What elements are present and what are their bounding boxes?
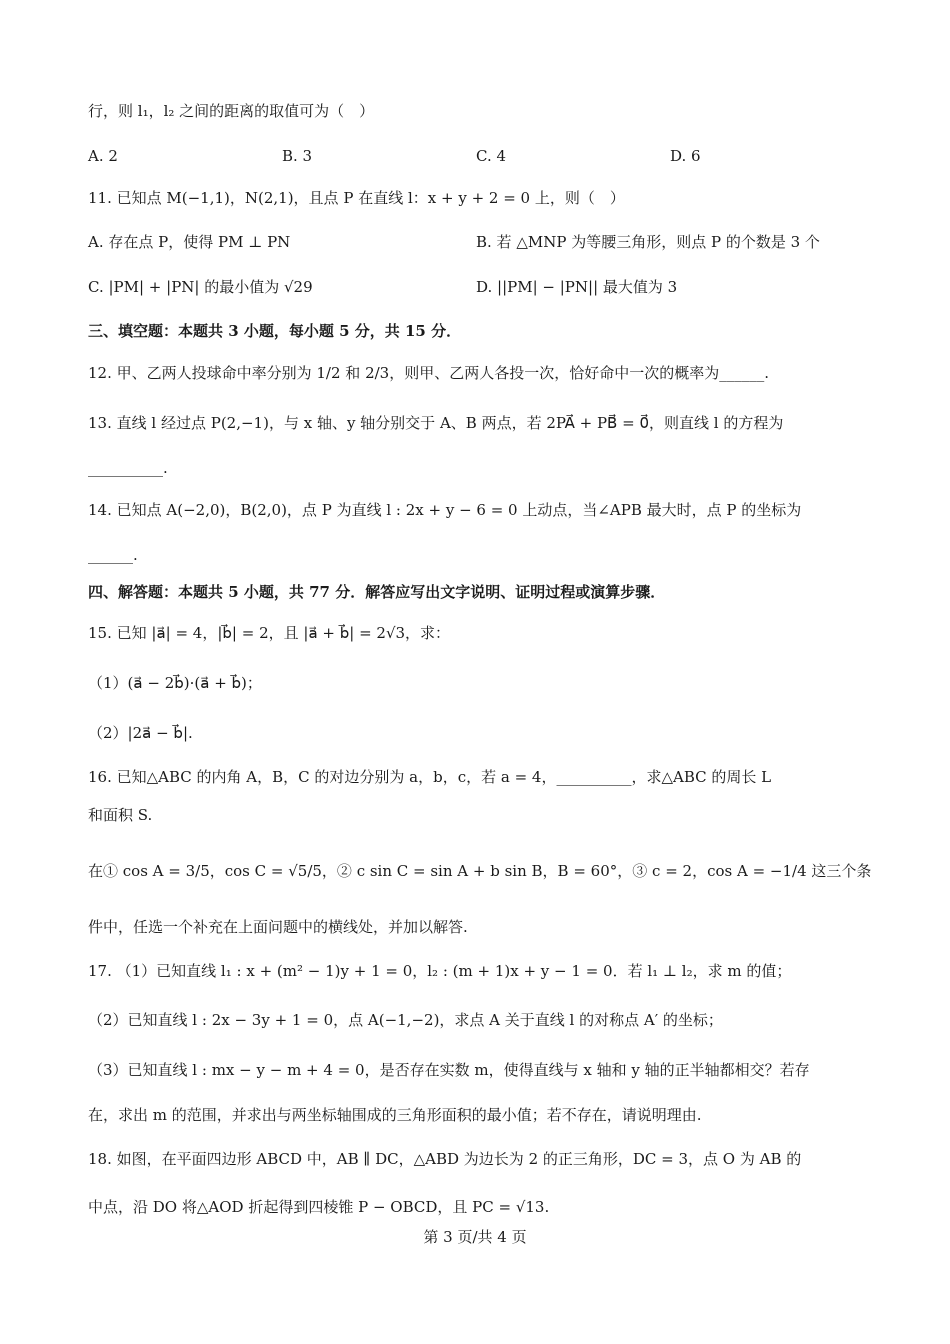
q17-part-1: 17. （1）已知直线 l₁ : x + (m² − 1)y + 1 = 0，l₂ : (m + 1)x + y − 1 = 0．若 l₁ ⊥ l₂，求 m 的值；	[88, 962, 792, 980]
section-3-heading: 三、填空题：本题共 3 小题，每小题 5 分，共 15 分．	[88, 322, 462, 340]
option-d: D. 6	[670, 147, 701, 165]
q16-cont: 和面积 S.	[88, 806, 153, 824]
q16-conditions: 在① cos A = 3/5，cos C = √5/5，② c sin C = sin A + b sin B，B = 60°，③ c = 2，cos A = −1/4 这三个条	[88, 862, 872, 880]
option-b: B. 3	[282, 147, 313, 165]
q11-option-b: B. 若 △MNP 为等腰三角形，则点 P 的个数是 3 个	[476, 233, 820, 251]
q17-part-3-cont: 在，求出 m 的范围，并求出与两坐标轴围成的三角形面积的最小值；若不存在，请说明理由.	[88, 1106, 702, 1124]
q11-option-d: D. ||PM| − |PN|| 最大值为 3	[476, 278, 678, 296]
q13-blank: __________.	[88, 459, 168, 477]
q13: 13. 直线 l 经过点 P(2,−1)，与 x 轴、y 轴分别交于 A、B 两点，若 2PA⃗ + PB⃗ = 0⃗，则直线 l 的方程为	[88, 414, 784, 432]
option-a: A. 2	[88, 147, 118, 165]
option-c: C. 4	[476, 147, 507, 165]
page-footer: 第 3 页/共 4 页	[423, 1228, 527, 1246]
q18-cont: 中点，沿 DO 将△AOD 折起得到四棱锥 P − OBCD，且 PC = √13.	[88, 1198, 550, 1216]
q11-option-c: C. |PM| + |PN| 的最小值为 √29	[88, 278, 313, 296]
q15: 15. 已知 |a⃗| = 4，|b⃗| = 2，且 |a⃗ + b⃗| = 2√3，求：	[88, 624, 451, 642]
q11-stem: 11. 已知点 M(−1,1)，N(2,1)，且点 P 在直线 l：x + y + 2 = 0 上，则（ ）	[88, 189, 625, 207]
q15-part-1: （1）(a⃗ − 2b⃗)·(a⃗ + b⃗)；	[88, 674, 262, 692]
q12: 12. 甲、乙两人投球命中率分别为 1/2 和 2/3，则甲、乙两人各投一次，恰好命中一次的概率为______.	[88, 364, 769, 382]
q15-part-2: （2）|2a⃗ − b⃗|.	[88, 724, 193, 742]
q16-conditions-cont: 件中，任选一个补充在上面问题中的横线处，并加以解答.	[88, 918, 468, 936]
q14: 14. 已知点 A(−2,0)，B(2,0)，点 P 为直线 l : 2x + y − 6 = 0 上动点，当∠APB 最大时，点 P 的坐标为	[88, 501, 802, 519]
q17-part-3: （3）已知直线 l : mx − y − m + 4 = 0，是否存在实数 m，使得直线与 x 轴和 y 轴的正半轴都相交？若存	[88, 1061, 810, 1079]
q17-part-2: （2）已知直线 l : 2x − 3y + 1 = 0，点 A(−1,−2)，求点 A 关于直线 l 的对称点 A′ 的坐标；	[88, 1011, 723, 1029]
q14-blank: ______.	[88, 546, 138, 564]
q11-option-a: A. 存在点 P，使得 PM ⊥ PN	[88, 233, 291, 251]
q16: 16. 已知△ABC 的内角 A，B，C 的对边分别为 a，b，c，若 a = 4，__________，求△ABC 的周长 L	[88, 768, 772, 786]
line-0: 行，则 l₁，l₂ 之间的距离的取值可为（ ）	[88, 102, 375, 120]
section-4-heading: 四、解答题：本题共 5 小题，共 77 分．解答应写出文字说明、证明过程或演算步骤．	[88, 583, 666, 601]
q18: 18. 如图，在平面四边形 ABCD 中，AB ∥ DC，△ABD 为边长为 2 的正三角形，DC = 3，点 O 为 AB 的	[88, 1150, 802, 1168]
